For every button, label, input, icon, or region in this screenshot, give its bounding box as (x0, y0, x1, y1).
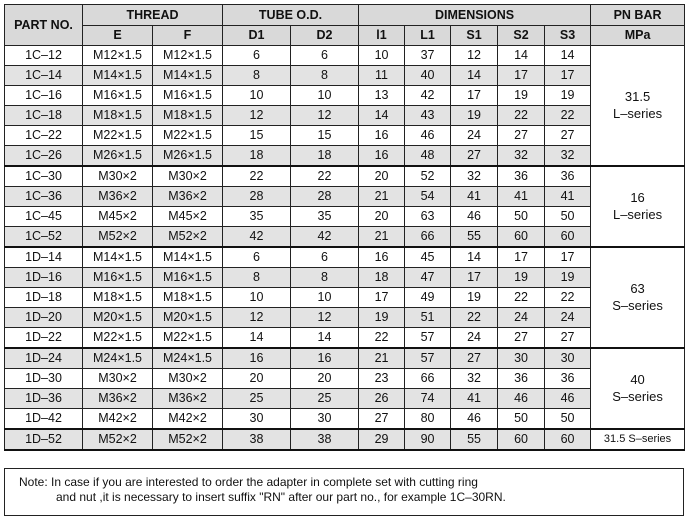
cell-thread-f: M16×1.5 (153, 86, 223, 106)
cell-part-no: 1D–30 (5, 369, 83, 389)
cell-thread-f: M22×1.5 (153, 126, 223, 146)
table-row (5, 166, 685, 187)
table-row (5, 348, 685, 369)
cell-tube-d1: 42 (223, 227, 291, 248)
cell-thread-f: M12×1.5 (153, 46, 223, 66)
cell-dim-s3: 36 (545, 369, 591, 389)
cell-part-no: 1D–20 (5, 308, 83, 328)
cell-dim-L1: 47 (405, 268, 451, 288)
cell-dim-s3: 36 (545, 166, 591, 187)
cell-dim-l1: 16 (359, 126, 405, 146)
table-row (5, 66, 685, 86)
cell-dim-L1: 63 (405, 207, 451, 227)
cell-dim-l1: 21 (359, 187, 405, 207)
note-line-1 (19, 475, 683, 490)
pn-series: S–series (612, 297, 663, 313)
cell-dim-L1: 48 (405, 146, 451, 167)
cell-dim-s2: 14 (498, 46, 545, 66)
cell-dim-s2: 27 (498, 328, 545, 349)
pn-value: 31.5 (624, 89, 651, 105)
cell-tube-d1: 6 (223, 46, 291, 66)
cell-dim-s3: 14 (545, 46, 591, 66)
cell-tube-d2: 15 (291, 126, 359, 146)
cell-dim-s1: 17 (451, 86, 498, 106)
cell-part-no: 1C–52 (5, 227, 83, 248)
cell-dim-s2: 36 (498, 369, 545, 389)
cell-dim-s3: 24 (545, 308, 591, 328)
cell-tube-d1: 16 (223, 348, 291, 369)
cell-dim-s1: 46 (451, 207, 498, 227)
cell-dim-l1: 18 (359, 268, 405, 288)
cell-dim-s2: 41 (498, 187, 545, 207)
header-tube-od: TUBE O.D. (223, 5, 359, 26)
cell-thread-e: M26×1.5 (83, 146, 153, 167)
cell-tube-d2: 14 (291, 328, 359, 349)
cell-dim-l1: 11 (359, 66, 405, 86)
cell-part-no: 1C–36 (5, 187, 83, 207)
cell-dim-s3: 19 (545, 268, 591, 288)
cell-tube-d2: 10 (291, 86, 359, 106)
table-row (5, 106, 685, 126)
cell-dim-s2: 46 (498, 389, 545, 409)
cell-tube-d1: 8 (223, 268, 291, 288)
cell-tube-d1: 25 (223, 389, 291, 409)
cell-thread-e: M30×2 (83, 166, 153, 187)
header-mpa: MPa (591, 26, 685, 46)
cell-dim-s1: 19 (451, 106, 498, 126)
pn-series: L–series (612, 206, 663, 222)
cell-dim-L1: 57 (405, 328, 451, 349)
cell-dim-L1: 52 (405, 166, 451, 187)
cell-thread-e: M16×1.5 (83, 86, 153, 106)
table-row (5, 268, 685, 288)
cell-dim-s2: 17 (498, 247, 545, 268)
cell-tube-d2: 22 (291, 166, 359, 187)
cell-tube-d2: 28 (291, 187, 359, 207)
cell-dim-L1: 51 (405, 308, 451, 328)
header-row-main (5, 5, 685, 26)
cell-dim-L1: 43 (405, 106, 451, 126)
cell-tube-d1: 22 (223, 166, 291, 187)
cell-tube-d2: 30 (291, 409, 359, 430)
header-f: F (153, 26, 223, 46)
cell-part-no: 1C–22 (5, 126, 83, 146)
cell-thread-f: M52×2 (153, 227, 223, 248)
header-row-sub (5, 26, 685, 46)
cell-dim-s1: 24 (451, 328, 498, 349)
cell-thread-e: M52×2 (83, 227, 153, 248)
cell-dim-L1: 37 (405, 46, 451, 66)
header-pn-bar: PN BAR (591, 5, 685, 26)
cell-thread-e: M18×1.5 (83, 106, 153, 126)
cell-dim-s1: 55 (451, 227, 498, 248)
cell-thread-e: M36×2 (83, 187, 153, 207)
cell-part-no: 1D–18 (5, 288, 83, 308)
cell-thread-e: M14×1.5 (83, 247, 153, 268)
cell-tube-d2: 12 (291, 106, 359, 126)
header-s1: S1 (451, 26, 498, 46)
cell-thread-e: M20×1.5 (83, 308, 153, 328)
cell-tube-d2: 18 (291, 146, 359, 167)
cell-tube-d1: 15 (223, 126, 291, 146)
cell-dim-s2: 60 (498, 227, 545, 248)
cell-part-no: 1D–52 (5, 429, 83, 450)
cell-tube-d2: 8 (291, 268, 359, 288)
cell-dim-l1: 27 (359, 409, 405, 430)
cell-dim-l1: 21 (359, 348, 405, 369)
cell-dim-l1: 29 (359, 429, 405, 450)
note-text-1: In case if you are interested to order the adapter in complete set with cutting ring (51, 475, 478, 489)
note-box (4, 468, 684, 516)
cell-part-no: 1C–26 (5, 146, 83, 167)
cell-dim-s1: 55 (451, 429, 498, 450)
cell-tube-d2: 8 (291, 66, 359, 86)
table-row (5, 146, 685, 167)
cell-dim-l1: 17 (359, 288, 405, 308)
cell-tube-d1: 38 (223, 429, 291, 450)
cell-dim-s1: 46 (451, 409, 498, 430)
cell-tube-d2: 20 (291, 369, 359, 389)
cell-tube-d1: 10 (223, 86, 291, 106)
pn-group-cell (591, 429, 685, 450)
cell-dim-s3: 60 (545, 429, 591, 450)
cell-dim-L1: 66 (405, 369, 451, 389)
table-row (5, 207, 685, 227)
cell-tube-d1: 20 (223, 369, 291, 389)
cell-dim-s2: 24 (498, 308, 545, 328)
cell-dim-s2: 32 (498, 146, 545, 167)
cell-dim-s1: 14 (451, 247, 498, 268)
cell-dim-s1: 32 (451, 166, 498, 187)
cell-tube-d1: 18 (223, 146, 291, 167)
cell-dim-s3: 27 (545, 126, 591, 146)
cell-dim-l1: 20 (359, 166, 405, 187)
cell-part-no: 1C–12 (5, 46, 83, 66)
cell-thread-f: M42×2 (153, 409, 223, 430)
cell-tube-d1: 35 (223, 207, 291, 227)
cell-dim-s1: 27 (451, 146, 498, 167)
cell-part-no: 1C–18 (5, 106, 83, 126)
table-row (5, 369, 685, 389)
cell-thread-f: M14×1.5 (153, 66, 223, 86)
cell-thread-f: M22×1.5 (153, 328, 223, 349)
cell-tube-d1: 12 (223, 308, 291, 328)
cell-tube-d2: 38 (291, 429, 359, 450)
cell-thread-f: M24×1.5 (153, 348, 223, 369)
cell-part-no: 1D–42 (5, 409, 83, 430)
cell-dim-L1: 45 (405, 247, 451, 268)
cell-tube-d1: 14 (223, 328, 291, 349)
cell-dim-L1: 46 (405, 126, 451, 146)
table-row (5, 288, 685, 308)
cell-dim-s2: 19 (498, 268, 545, 288)
cell-dim-s3: 17 (545, 247, 591, 268)
cell-part-no: 1D–36 (5, 389, 83, 409)
header-e: E (83, 26, 153, 46)
cell-dim-s1: 27 (451, 348, 498, 369)
cell-tube-d2: 42 (291, 227, 359, 248)
cell-dim-s1: 41 (451, 187, 498, 207)
cell-dim-L1: 90 (405, 429, 451, 450)
cell-thread-e: M12×1.5 (83, 46, 153, 66)
adapter-spec-table (4, 4, 685, 451)
cell-part-no: 1D–16 (5, 268, 83, 288)
header-l1-lower: l1 (359, 26, 405, 46)
cell-thread-f: M16×1.5 (153, 268, 223, 288)
cell-thread-f: M14×1.5 (153, 247, 223, 268)
cell-tube-d1: 12 (223, 106, 291, 126)
cell-dim-s3: 19 (545, 86, 591, 106)
cell-dim-L1: 57 (405, 348, 451, 369)
cell-dim-L1: 42 (405, 86, 451, 106)
cell-part-no: 1C–16 (5, 86, 83, 106)
cell-dim-s2: 50 (498, 409, 545, 430)
cell-dim-s2: 22 (498, 288, 545, 308)
cell-dim-L1: 54 (405, 187, 451, 207)
header-part-no: PART NO. (5, 5, 83, 46)
cell-dim-s3: 17 (545, 66, 591, 86)
pn-group-cell (591, 46, 685, 167)
cell-thread-f: M26×1.5 (153, 146, 223, 167)
cell-thread-f: M18×1.5 (153, 288, 223, 308)
cell-dim-l1: 10 (359, 46, 405, 66)
cell-thread-e: M18×1.5 (83, 288, 153, 308)
cell-dim-s1: 17 (451, 268, 498, 288)
cell-dim-s1: 22 (451, 308, 498, 328)
cell-dim-s2: 50 (498, 207, 545, 227)
note-line-2: and nut ,it is necessary to insert suffix "RN" after our part no., for example 1C–30RN. (56, 490, 506, 504)
cell-dim-L1: 66 (405, 227, 451, 248)
pn-group-cell (591, 166, 685, 247)
header-thread: THREAD (83, 5, 223, 26)
cell-tube-d2: 10 (291, 288, 359, 308)
cell-part-no: 1D–24 (5, 348, 83, 369)
cell-dim-l1: 13 (359, 86, 405, 106)
cell-thread-f: M36×2 (153, 187, 223, 207)
cell-dim-s2: 36 (498, 166, 545, 187)
cell-dim-l1: 16 (359, 146, 405, 167)
note-label: Note: (19, 475, 48, 489)
cell-tube-d1: 8 (223, 66, 291, 86)
header-dimensions: DIMENSIONS (359, 5, 591, 26)
pn-value: 40 (630, 372, 645, 388)
table-row (5, 126, 685, 146)
table-row (5, 227, 685, 248)
cell-dim-s3: 60 (545, 227, 591, 248)
cell-part-no: 1C–30 (5, 166, 83, 187)
cell-thread-e: M45×2 (83, 207, 153, 227)
cell-thread-e: M36×2 (83, 389, 153, 409)
table-row (5, 429, 685, 450)
table-row (5, 46, 685, 66)
pn-group-cell (591, 247, 685, 348)
cell-dim-s3: 27 (545, 328, 591, 349)
header-d1: D1 (223, 26, 291, 46)
cell-part-no: 1D–14 (5, 247, 83, 268)
table-row (5, 409, 685, 430)
cell-thread-e: M52×2 (83, 429, 153, 450)
cell-dim-L1: 49 (405, 288, 451, 308)
cell-part-no: 1C–45 (5, 207, 83, 227)
cell-dim-s1: 24 (451, 126, 498, 146)
cell-dim-l1: 19 (359, 308, 405, 328)
cell-dim-l1: 20 (359, 207, 405, 227)
header-d2: D2 (291, 26, 359, 46)
cell-dim-s2: 60 (498, 429, 545, 450)
table-body (5, 46, 685, 451)
cell-tube-d1: 10 (223, 288, 291, 308)
cell-tube-d2: 12 (291, 308, 359, 328)
cell-thread-e: M14×1.5 (83, 66, 153, 86)
cell-thread-f: M52×2 (153, 429, 223, 450)
cell-dim-L1: 40 (405, 66, 451, 86)
table-row (5, 308, 685, 328)
cell-dim-L1: 74 (405, 389, 451, 409)
cell-dim-s3: 22 (545, 106, 591, 126)
cell-thread-e: M42×2 (83, 409, 153, 430)
cell-thread-e: M22×1.5 (83, 126, 153, 146)
cell-dim-s3: 30 (545, 348, 591, 369)
cell-thread-e: M16×1.5 (83, 268, 153, 288)
cell-dim-l1: 21 (359, 227, 405, 248)
table-row (5, 389, 685, 409)
cell-dim-l1: 16 (359, 247, 405, 268)
cell-dim-s3: 46 (545, 389, 591, 409)
cell-dim-s1: 12 (451, 46, 498, 66)
cell-dim-s3: 50 (545, 409, 591, 430)
cell-tube-d1: 6 (223, 247, 291, 268)
cell-dim-s1: 41 (451, 389, 498, 409)
cell-thread-f: M20×1.5 (153, 308, 223, 328)
cell-tube-d1: 28 (223, 187, 291, 207)
cell-dim-L1: 80 (405, 409, 451, 430)
header-s3: S3 (545, 26, 591, 46)
cell-thread-e: M30×2 (83, 369, 153, 389)
cell-dim-l1: 14 (359, 106, 405, 126)
cell-dim-s2: 19 (498, 86, 545, 106)
cell-thread-f: M45×2 (153, 207, 223, 227)
pn-series: L–series (612, 105, 663, 121)
cell-dim-s1: 14 (451, 66, 498, 86)
header-l1-upper: L1 (405, 26, 451, 46)
cell-dim-s2: 22 (498, 106, 545, 126)
pn-series: S–series (612, 388, 663, 404)
cell-thread-e: M24×1.5 (83, 348, 153, 369)
cell-dim-s1: 19 (451, 288, 498, 308)
cell-dim-s2: 30 (498, 348, 545, 369)
table-row (5, 328, 685, 349)
cell-tube-d1: 30 (223, 409, 291, 430)
cell-dim-s3: 41 (545, 187, 591, 207)
cell-thread-f: M36×2 (153, 389, 223, 409)
cell-tube-d2: 16 (291, 348, 359, 369)
cell-dim-l1: 26 (359, 389, 405, 409)
cell-tube-d2: 25 (291, 389, 359, 409)
pn-group-cell (591, 348, 685, 429)
pn-value: 16 (630, 190, 645, 206)
cell-thread-f: M30×2 (153, 369, 223, 389)
pn-value: 63 (630, 281, 645, 297)
cell-tube-d2: 35 (291, 207, 359, 227)
table-row (5, 187, 685, 207)
cell-dim-l1: 23 (359, 369, 405, 389)
cell-dim-l1: 22 (359, 328, 405, 349)
cell-part-no: 1C–14 (5, 66, 83, 86)
cell-dim-s3: 32 (545, 146, 591, 167)
header-s2: S2 (498, 26, 545, 46)
cell-thread-f: M18×1.5 (153, 106, 223, 126)
cell-dim-s1: 32 (451, 369, 498, 389)
cell-dim-s2: 17 (498, 66, 545, 86)
table-row (5, 86, 685, 106)
cell-thread-f: M30×2 (153, 166, 223, 187)
cell-part-no: 1D–22 (5, 328, 83, 349)
cell-dim-s3: 50 (545, 207, 591, 227)
cell-dim-s2: 27 (498, 126, 545, 146)
cell-tube-d2: 6 (291, 247, 359, 268)
cell-tube-d2: 6 (291, 46, 359, 66)
pn-value: 31.5 S–series (603, 432, 672, 445)
cell-dim-s3: 22 (545, 288, 591, 308)
cell-thread-e: M22×1.5 (83, 328, 153, 349)
table-row (5, 247, 685, 268)
